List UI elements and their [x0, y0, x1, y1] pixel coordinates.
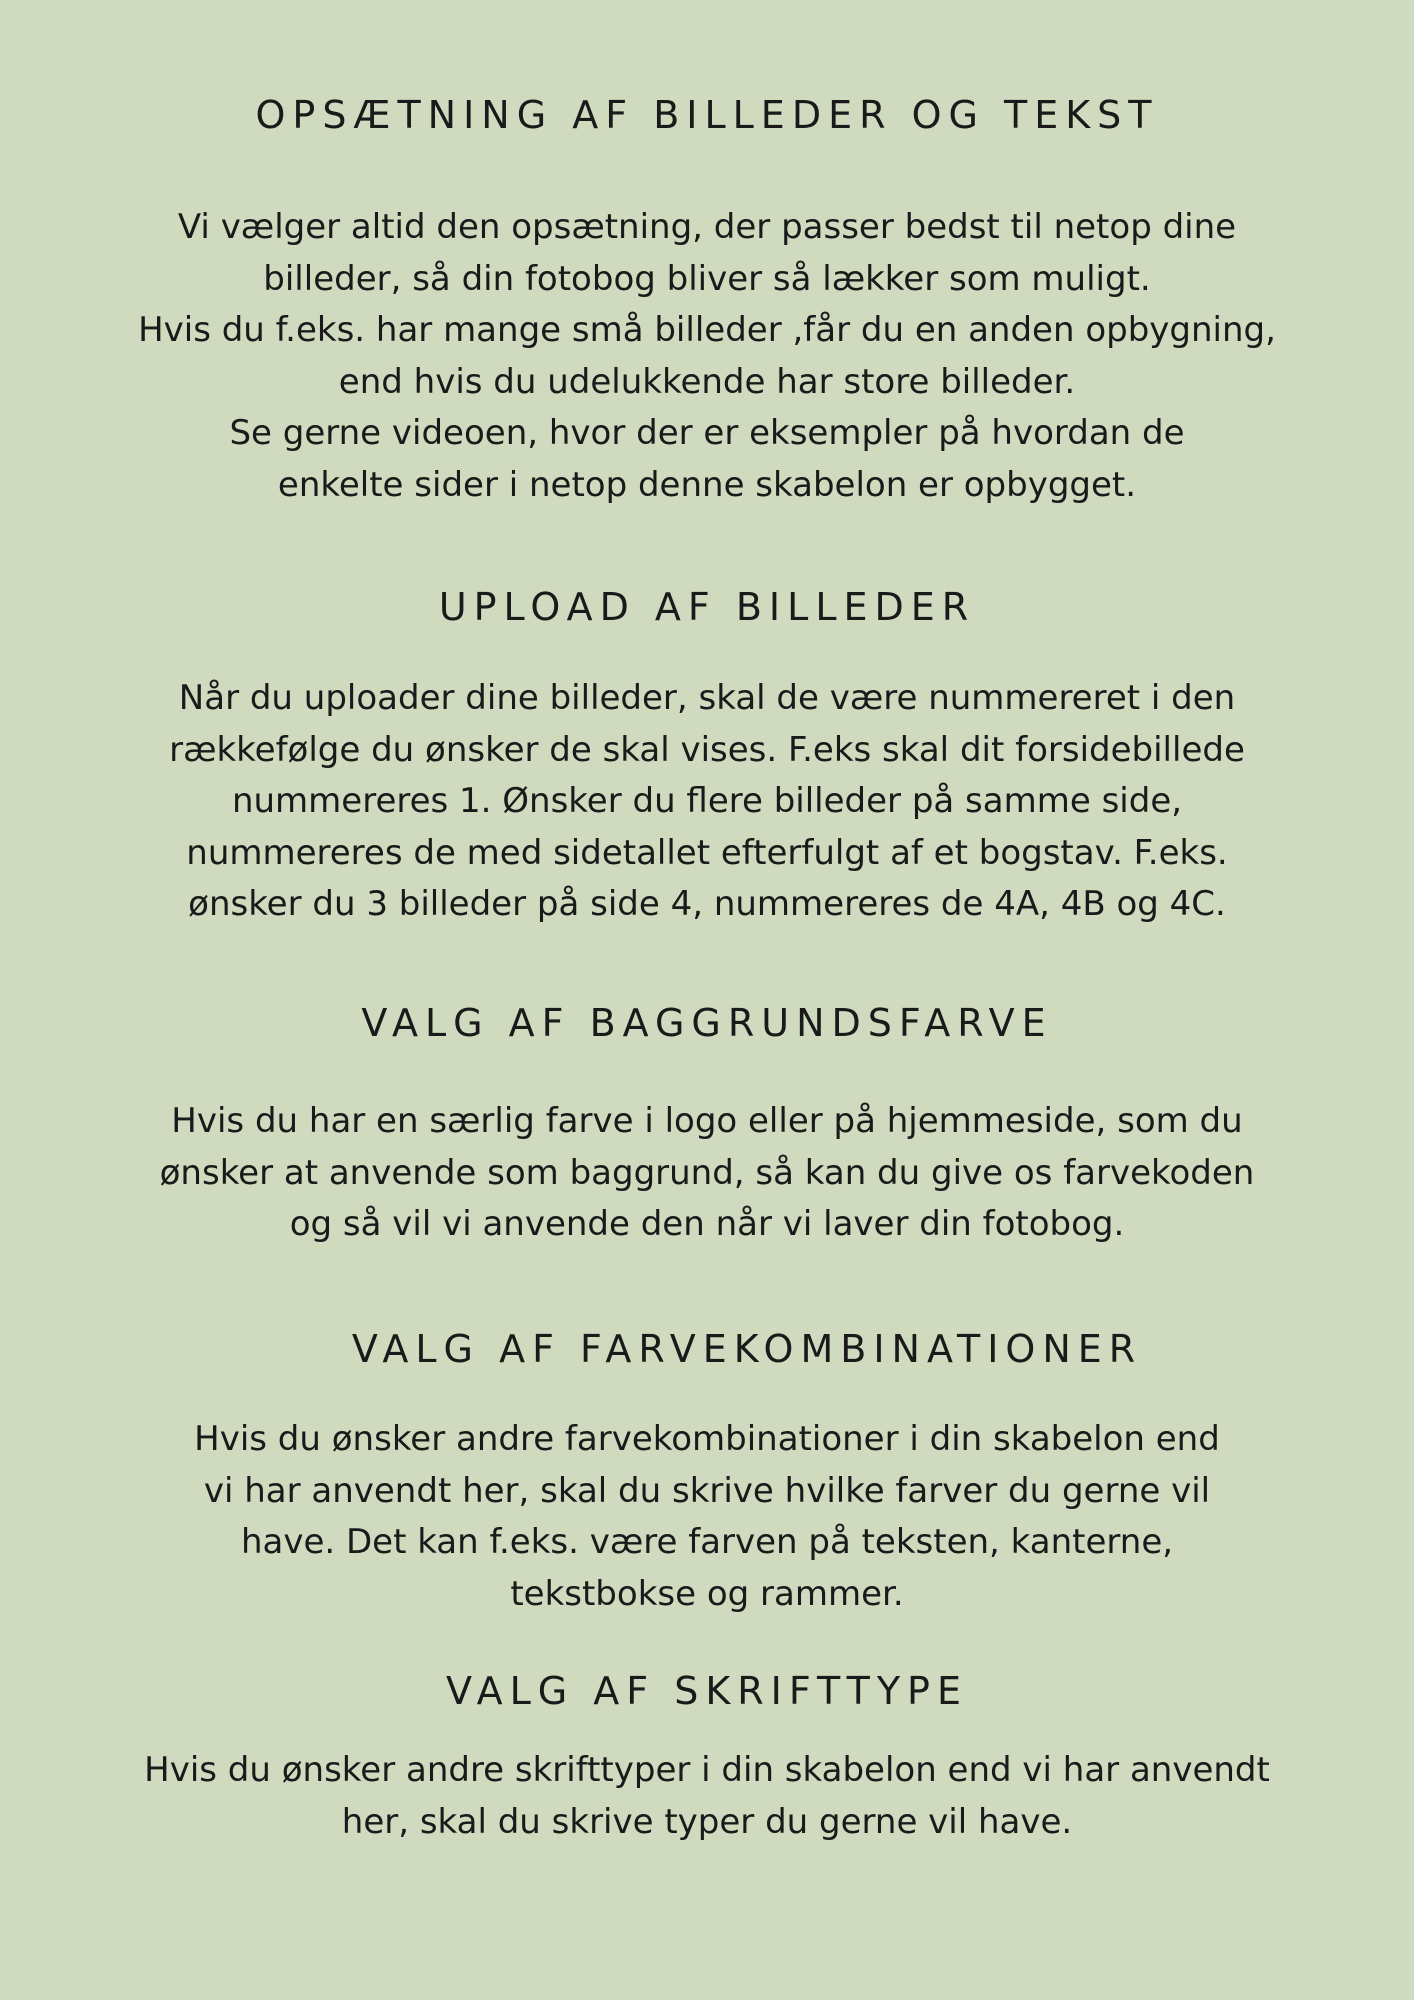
- paragraph-line: og så vil vi anvende den når vi laver din fotobog.: [289, 1204, 1125, 1244]
- paragraph-line: Vi vælger altid den opsætning, der passer bedst til netop dine: [177, 207, 1237, 247]
- paragraph-line: ønsker du 3 billeder på side 4, nummereres de 4A, 4B og 4C.: [188, 884, 1226, 924]
- heading-upload: UPLOAD AF BILLEDER: [438, 585, 976, 629]
- paragraph-baggrundsfarve: [0, 1096, 1414, 1251]
- paragraph-line: nummereres 1. Ønsker du flere billeder på samme side,: [231, 781, 1183, 821]
- paragraph-line: end hvis du udelukkende har store billeder.: [338, 361, 1076, 402]
- paragraph-line: Hvis du ønsker andre farvekombinationer i din skabelon end: [194, 1419, 1220, 1459]
- paragraph-line: enkelte sider i netop denne skabelon er opbygget.: [277, 464, 1137, 505]
- paragraph-line: billeder, så din fotobog bliver så lækker som muligt.: [263, 258, 1151, 299]
- paragraph-line: rækkefølge du ønsker de skal vises. F.eks skal dit forsidebillede: [169, 729, 1245, 770]
- paragraph-line: her, skal du skrive typer du gerne vil have.: [341, 1801, 1073, 1842]
- paragraph-line: Når du uploader dine billeder, skal de være nummereret i den: [178, 678, 1236, 718]
- paragraph-line: ønsker at anvende som baggrund, så kan du give os farvekoden: [159, 1152, 1255, 1193]
- paragraph-line: vi har anvendt her, skal du skrive hvilke farver du gerne vil: [203, 1470, 1211, 1511]
- heading-farvekombinationer: VALG AF FARVEKOMBINATIONER: [351, 1327, 1143, 1371]
- heading-baggrundsfarve: VALG AF BAGGRUNDSFARVE: [361, 1001, 1053, 1045]
- paragraph-line: Hvis du ønsker andre skrifttyper i din skabelon end vi har anvendt: [144, 1750, 1270, 1790]
- paragraph-skrifttype: [0, 1745, 1414, 1848]
- paragraph-line: Hvis du har en særlig farve i logo eller på hjemmeside, som du: [171, 1101, 1243, 1141]
- paragraph-line: Hvis du f.eks. har mange små billeder ,får du en anden opbygning,: [138, 310, 1276, 350]
- paragraph-line: tekstbokse og rammer.: [510, 1573, 904, 1614]
- heading-opsaetning: OPSÆTNING AF BILLEDER OG TEKST: [255, 93, 1159, 137]
- paragraph-line: nummereres de med sidetallet efterfulgt af et bogstav. F.eks.: [186, 832, 1228, 873]
- heading-skrifttype: VALG AF SKRIFTTYPE: [446, 1669, 968, 1713]
- paragraph-farvekombinationer: [0, 1414, 1414, 1620]
- paragraph-opsaetning: [0, 202, 1414, 511]
- paragraph-line: have. Det kan f.eks. være farven på teksten, kanterne,: [240, 1522, 1174, 1562]
- paragraph-upload: [0, 673, 1414, 931]
- paragraph-line: Se gerne videoen, hvor der er eksempler på hvordan de: [229, 413, 1185, 453]
